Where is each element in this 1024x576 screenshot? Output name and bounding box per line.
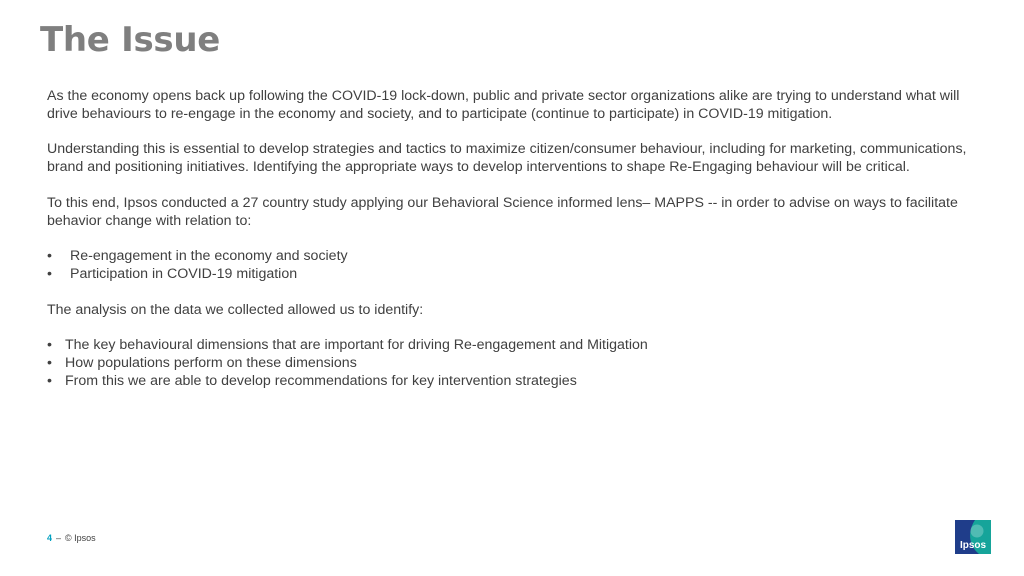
page-number: 4 (47, 533, 53, 543)
paragraph-intro: As the economy opens back up following the COVID-19 lock-down, public and private sector organizations alike are trying to understand what will drive behaviours to re-engage in the economy and society, and to participate (continue to participate) in COVID-19 mitigation. (47, 88, 960, 122)
list-item: • From this we are able to develop recommendations for key intervention strategies (47, 373, 967, 391)
copyright-text: © Ipsos (65, 533, 96, 543)
footer-separator: ‒ (56, 533, 62, 543)
behavior-change-list (47, 248, 967, 284)
paragraph-analysis: The analysis on the data we collected allowed us to identify: (47, 301, 424, 318)
list-item: • Participation in COVID-19 mitigation (47, 266, 967, 284)
paragraph-understanding: Understanding this is essential to develop strategies and tactics to maximize citizen/consumer behaviour, including for marketing, communications, brand and positioning initiatives. Identifying the appropriate ways to develop interventions to shape Re-Engaging behaviour will be critical. (47, 141, 967, 176)
findings-list (47, 337, 967, 390)
paragraph-study: To this end, Ipsos conducted a 27 country study applying our Behavioral Science informed lens– MAPPS -- in order to advise on ways to facilitate behavior change with relation to: (47, 194, 958, 229)
slide-title: The Issue (40, 20, 220, 60)
logo-text: Ipsos (959, 540, 987, 551)
list-item: • The key behavioural dimensions that are important for driving Re-engagement and Mitigation (47, 337, 967, 355)
ipsos-logo-icon (955, 520, 991, 554)
list-item: • How populations perform on these dimensions (47, 355, 967, 373)
slide-body (47, 88, 967, 408)
slide-footer (47, 533, 96, 543)
list-item: • Re-engagement in the economy and society (47, 248, 967, 266)
